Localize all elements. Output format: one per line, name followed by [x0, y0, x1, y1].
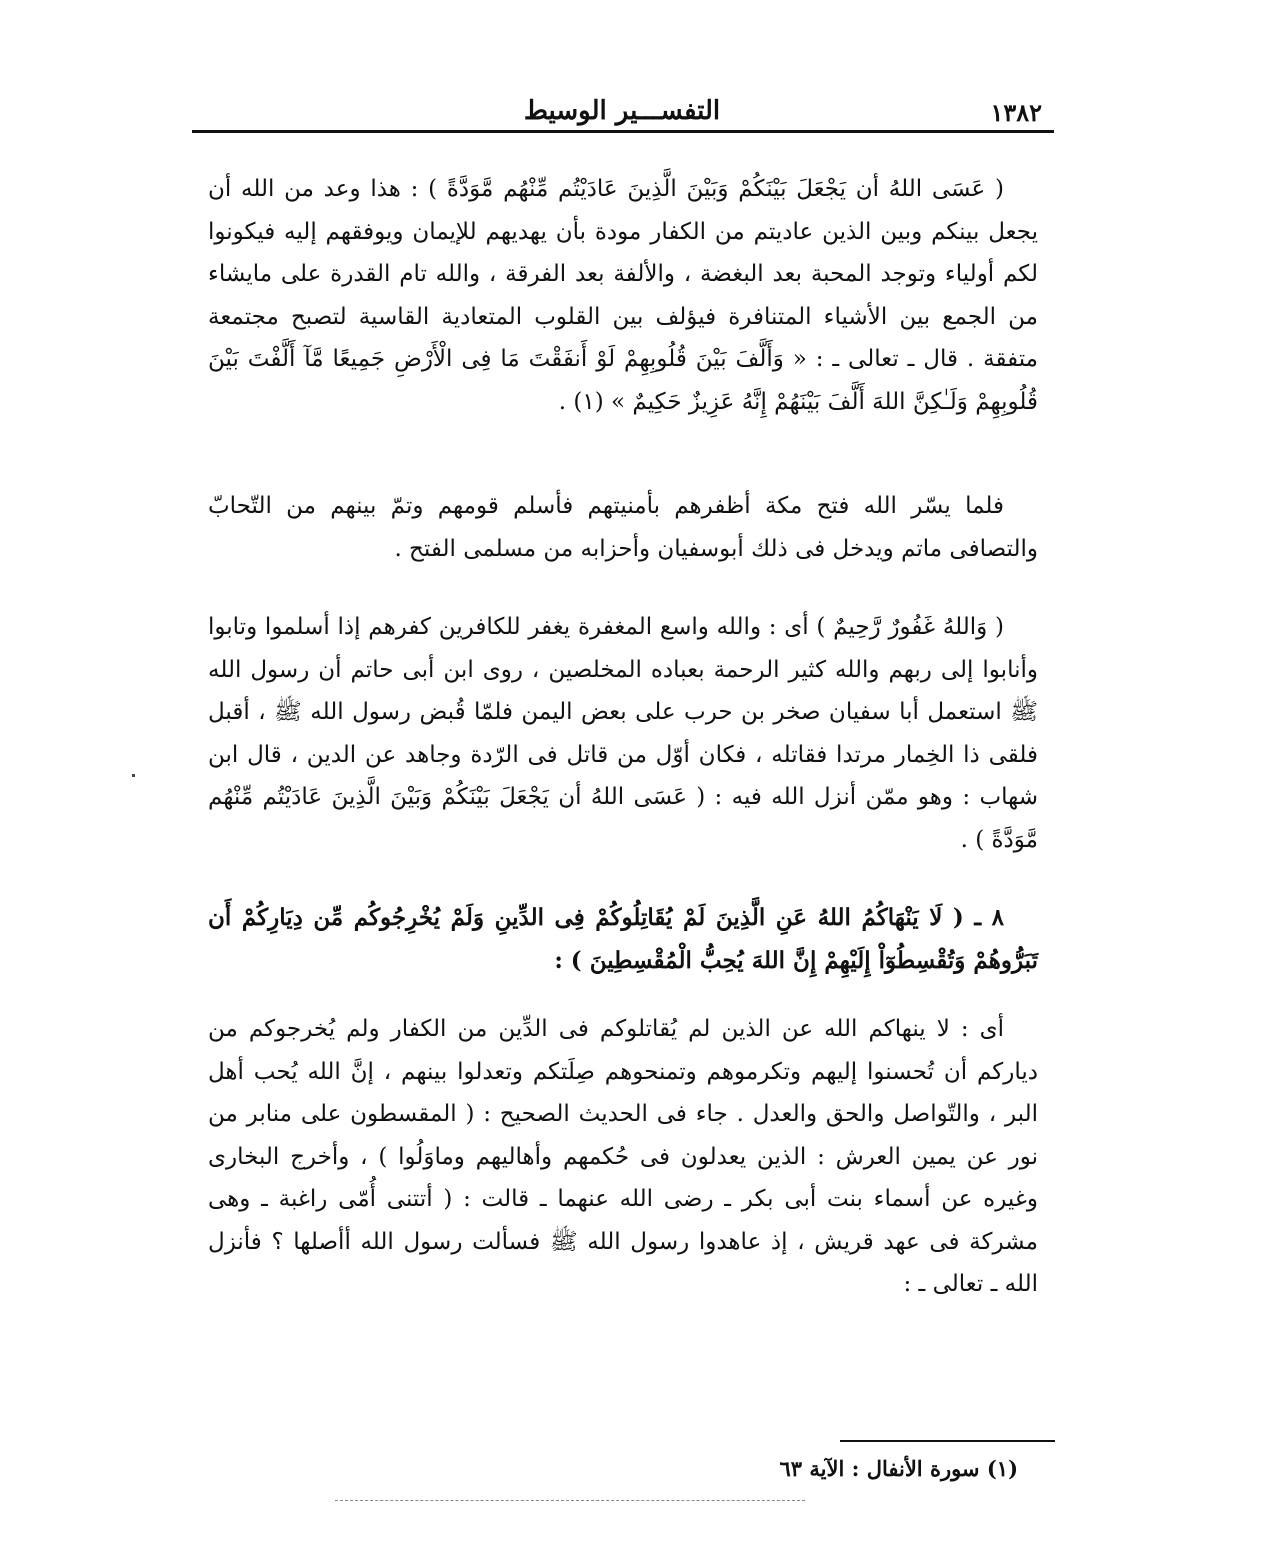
scan-artifact-dot	[132, 774, 135, 777]
paragraph-forgiving-merciful: ( وَاللهُ غَفُورٌ رَّحِيمٌ ) أى : والله واسع المغفرة يغفر للكافرين كفرهم إذا أسلموا وتابوا وأنابوا إلى ربهم والله كثير الرحمة بعباده المخلصين ، روى ابن أبى حاتم أن رسول الله ﷺ استعمل أبا سفيان صخر بن حرب على بعض اليمن فلمّا قُبض رسول الله ﷺ ، أقبل فلقى ذا الخِمار مرتدا فقاتله ، فكان أوّل من قاتل فى الرّدة وجاهد عن الدين ، قال ابن شهاب : وهو ممّن أنزل الله فيه : ( عَسَى اللهُ أن يَجْعَلَ بَيْنَكُمْ وَبَيْنَ الَّذِينَ عَادَيْتُم مِّنْهُم مَّوَدَّةً ) .	[208, 614, 1038, 853]
paragraph-verse-7-commentary: ( عَسَى اللهُ أن يَجْعَلَ بَيْنَكُمْ وَبَيْنَ الَّذِينَ عَادَيْتُم مِّنْهُم مَّوَدَّةً ) : هذا وعد من الله أن يجعل بينكم وبين الذين عاديتم من الكفار مودة بأن يهديهم للإيمان ويوفقهم إليه فيكونوا لكم أولياء وتوجد المحبة بعد البغضة ، والألفة بعد الفرقة ، والله تام القدرة على مايشاء من الجمع بين الأشياء المتنافرة فيؤلف بين القلوب المتعادية القاسية لتصبح مجتمعة متفقة . قال ـ تعالى ـ : « وَأَلَّفَ بَيْنَ قُلُوبِهِمْ لَوْ أَنفَقْتَ مَا فِى الْأَرْضِ جَمِيعًا مَّآ أَلَّفْتَ بَيْنَ قُلُوبِهِمْ وَلَـٰكِنَّ اللهَ أَلَّفَ بَيْنَهُمْ إِنَّهُ عَزِيزٌ حَكِيمٌ » (١) .	[208, 176, 1039, 415]
scan-artifact-line	[335, 1500, 805, 1502]
page-number: ١٣٨٢	[990, 98, 1042, 127]
footnote-rule	[840, 1440, 1055, 1442]
running-title: التفســـير الوسيط	[523, 96, 721, 126]
body-text	[208, 168, 1038, 1306]
footnote: (١) سورة الأنفال : الآية ٦٣	[779, 1456, 1018, 1481]
paragraph-conquest-of-mecca: فلما يسّر الله فتح مكة أظفرهم بأمنيتهم فأسلم قومهم وتمّ بينهم من التّحابّ والتصافى ماتم ويدخل فى ذلك أبوسفيان وأحزابه من مسلمى الفتح .	[208, 493, 1038, 562]
header-rule	[192, 130, 1054, 133]
verse-8: ٨ ـ ( لَا يَنْهَاكُمُ اللهُ عَنِ الَّذِينَ لَمْ يُقَاتِلُوكُمْ فِى الدِّينِ وَلَمْ يُخْرِجُوكُم مِّن دِيَارِكُمْ أَن تَبَرُّوهُمْ وَتُقْسِطُوٓاْ إِلَيْهِمْ إِنَّ اللهَ يُحِبُّ الْمُقْسِطِينَ ) :	[208, 904, 1038, 974]
paragraph-verse-8-commentary: أى : لا ينهاكم الله عن الذين لم يُقاتلوكم فى الدِّين من الكفار ولم يُخرجوكم من دياركم أن تُحسنوا إليهم وتكرموهم وتمنحوهم صِلَتكم وتعدلوا بينهم ، إنَّ الله يُحب أهل البر ، والتّواصل والحق والعدل . جاء فى الحديث الصحيح : ( المقسطون على منابر من نور عن يمين العرش : الذين يعدلون فى حُكمهم وأهاليهم وماوَلُوا ) ، وأخرج البخارى وغيره عن أسماء بنت أبى بكر ـ رضى الله عنهما ـ قالت : ( أتتنى أُمّى راغبة ـ وهى مشركة فى عهد قريش ، إذ عاهدوا رسول الله ﷺ فسألت رسول الله أأصلها ؟ فأنزل الله ـ تعالى ـ :	[208, 1016, 1038, 1297]
page-header	[192, 92, 1052, 132]
